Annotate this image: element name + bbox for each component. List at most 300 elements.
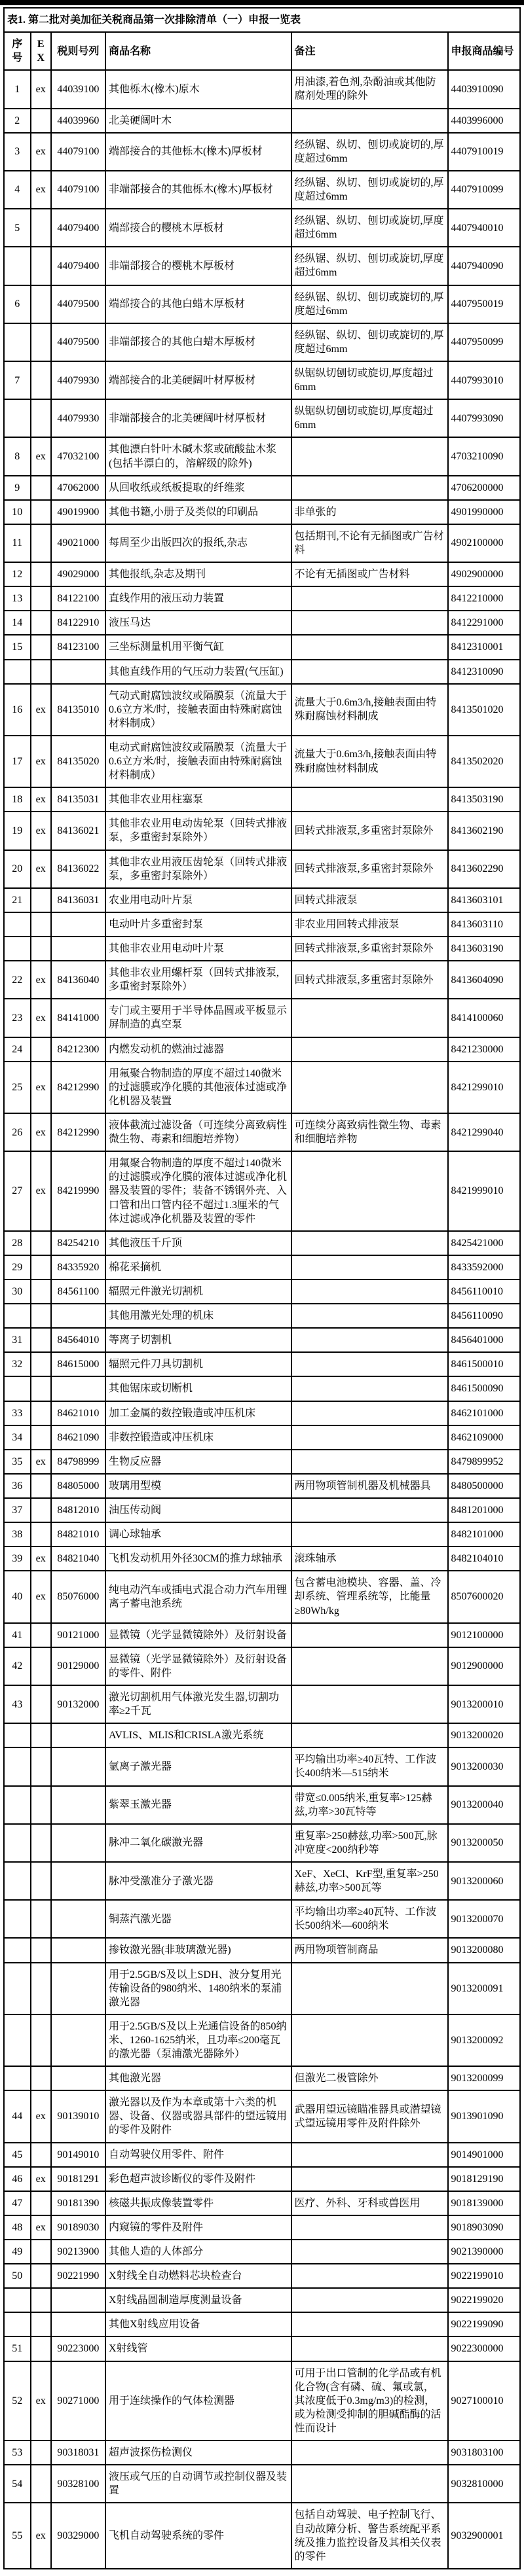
cell-note bbox=[291, 2014, 448, 2066]
cell-no: 42 bbox=[4, 1647, 31, 1685]
cell-tariff: 84136022 bbox=[51, 850, 105, 888]
cell-tariff: 44079500 bbox=[51, 323, 105, 361]
cell-ex: ex bbox=[31, 437, 51, 475]
cell-code: 4407910099 bbox=[448, 171, 520, 209]
cell-code: 8462109000 bbox=[448, 1425, 520, 1450]
cell-no bbox=[4, 1786, 31, 1824]
cell-code: 8456401000 bbox=[448, 1328, 520, 1352]
page-title: 表1. 第二批对美加征关税商品第一次排除清单（一）申报一览表 bbox=[4, 8, 520, 32]
cell-no: 14 bbox=[4, 611, 31, 635]
cell-ex: ex bbox=[31, 1547, 51, 1571]
cell-no: 25 bbox=[4, 1062, 31, 1113]
cell-tariff: 49019900 bbox=[51, 500, 105, 524]
cell-code: 9021390000 bbox=[448, 2240, 520, 2264]
cell-tariff: 84805000 bbox=[51, 1474, 105, 1498]
cell-code: 8482104010 bbox=[448, 1547, 520, 1571]
cell-code: 8456110010 bbox=[448, 1279, 520, 1304]
cell-ex: ex bbox=[31, 2361, 51, 2441]
cell-tariff: 90329000 bbox=[51, 2503, 105, 2568]
table-row bbox=[4, 1279, 520, 1304]
cell-note: 经纵锯、纵切、刨切或旋切,厚度超过6mm bbox=[291, 247, 448, 285]
cell-name: 其他非农业用液压齿轮泵（回转式排液泵，多重密封泵除外） bbox=[105, 850, 291, 888]
cell-name: 液压马达 bbox=[105, 611, 291, 635]
cell-tariff: 44079400 bbox=[51, 247, 105, 285]
table-row bbox=[4, 361, 520, 399]
cell-ex bbox=[31, 586, 51, 611]
cell-no: 35 bbox=[4, 1450, 31, 1474]
table-row bbox=[4, 399, 520, 437]
cell-tariff: 90318031 bbox=[51, 2441, 105, 2465]
table-row bbox=[4, 1747, 520, 1785]
cell-ex bbox=[31, 2014, 51, 2066]
cell-no: 21 bbox=[4, 888, 31, 912]
cell-tariff: 90149010 bbox=[51, 2143, 105, 2167]
cell-name: 非端部接合的樱桃木厚板材 bbox=[105, 247, 291, 285]
table-row bbox=[4, 1376, 520, 1401]
table-row bbox=[4, 1723, 520, 1747]
cell-tariff bbox=[51, 2312, 105, 2336]
cell-no: 12 bbox=[4, 562, 31, 586]
cell-no bbox=[4, 2014, 31, 2066]
cell-name: 调心球轴承 bbox=[105, 1522, 291, 1547]
cell-code: 4901990000 bbox=[448, 500, 520, 524]
cell-name: 脉冲二氧化碳激光器 bbox=[105, 1824, 291, 1862]
cell-note: 经纵锯、纵切、刨切或旋切的,厚度超过6mm bbox=[291, 133, 448, 171]
cell-code: 4407993090 bbox=[448, 399, 520, 437]
cell-name: 专门或主要用于半导体晶圆或平板显示屏制造的真空泵 bbox=[105, 999, 291, 1037]
cell-ex: ex bbox=[31, 2503, 51, 2568]
table-body bbox=[4, 70, 520, 2569]
table-row bbox=[4, 611, 520, 635]
cell-ex bbox=[31, 2143, 51, 2167]
cell-ex bbox=[31, 361, 51, 399]
column-header-name: 商品名称 bbox=[105, 32, 291, 70]
cell-code: 4403910090 bbox=[448, 70, 520, 108]
table-row bbox=[4, 1647, 520, 1685]
cell-code: 9022199010 bbox=[448, 2264, 520, 2288]
cell-no bbox=[4, 2312, 31, 2336]
cell-ex bbox=[31, 1255, 51, 1279]
table-row bbox=[4, 1522, 520, 1547]
cell-tariff: 84821040 bbox=[51, 1547, 105, 1571]
cell-note bbox=[291, 2240, 448, 2264]
cell-name: 液压或气压的自动调节或控制仪器及装置 bbox=[105, 2465, 291, 2503]
cell-ex: ex bbox=[31, 812, 51, 850]
cell-tariff bbox=[51, 2288, 105, 2312]
cell-name: 激光切割机用气体激光发生器,切割功率≥2千瓦 bbox=[105, 1685, 291, 1723]
cell-tariff: 49021000 bbox=[51, 524, 105, 562]
cell-no: 3 bbox=[4, 133, 31, 171]
cell-tariff: 84615000 bbox=[51, 1352, 105, 1376]
cell-code: 4407950019 bbox=[448, 285, 520, 323]
cell-code: 8413603190 bbox=[448, 937, 520, 961]
table-row bbox=[4, 2167, 520, 2191]
cell-no: 4 bbox=[4, 171, 31, 209]
cell-note: 但激光二极管除外 bbox=[291, 2066, 448, 2090]
cell-name: 其他直线作用的气压动力装置(气压缸) bbox=[105, 660, 291, 684]
top-border-strip bbox=[0, 0, 524, 5]
table-row bbox=[4, 850, 520, 888]
cell-no: 33 bbox=[4, 1401, 31, 1425]
cell-ex bbox=[31, 1328, 51, 1352]
cell-tariff: 84136021 bbox=[51, 812, 105, 850]
cell-name: 紫翠玉激光器 bbox=[105, 1786, 291, 1824]
cell-name: X射线管 bbox=[105, 2336, 291, 2361]
cell-ex bbox=[31, 1498, 51, 1522]
cell-no: 6 bbox=[4, 285, 31, 323]
cell-name: 脉冲受激准分子激光器 bbox=[105, 1862, 291, 1900]
cell-note: 经纵锯、纵切、刨切或旋切的,厚度超过6mm bbox=[291, 323, 448, 361]
cell-code: 8413604090 bbox=[448, 961, 520, 999]
cell-ex bbox=[31, 1352, 51, 1376]
cell-ex bbox=[31, 1747, 51, 1785]
cell-code: 8421299040 bbox=[448, 1113, 520, 1151]
cell-name: 加工金属的数控锻造或冲压机床 bbox=[105, 1401, 291, 1425]
table-row bbox=[4, 999, 520, 1037]
table-row bbox=[4, 635, 520, 659]
cell-note: XeF、XeCl、KrF型,重复率>250赫兹,功率>500瓦等 bbox=[291, 1862, 448, 1900]
cell-ex: ex bbox=[31, 1151, 51, 1231]
cell-note bbox=[291, 1623, 448, 1647]
cell-note: 用油漆,着色剂,杂酚油或其他防腐剂处理的除外 bbox=[291, 70, 448, 108]
cell-no: 22 bbox=[4, 961, 31, 999]
table-row bbox=[4, 524, 520, 562]
cell-code: 8461500090 bbox=[448, 1376, 520, 1401]
cell-code: 9031803100 bbox=[448, 2441, 520, 2465]
cell-tariff: 84564010 bbox=[51, 1328, 105, 1352]
table-row bbox=[4, 2503, 520, 2568]
cell-code: 9013200080 bbox=[448, 1938, 520, 1962]
cell-name: 其他非农业用电动叶片泵 bbox=[105, 937, 291, 961]
cell-tariff bbox=[51, 1376, 105, 1401]
cell-ex bbox=[31, 1401, 51, 1425]
cell-name: 农业用电动叶片泵 bbox=[105, 888, 291, 912]
cell-name: 非数控锻造或冲压机床 bbox=[105, 1425, 291, 1450]
cell-note bbox=[291, 1037, 448, 1062]
cell-no bbox=[4, 1938, 31, 1962]
table-row bbox=[4, 562, 520, 586]
cell-code: 8413503190 bbox=[448, 787, 520, 812]
cell-note bbox=[291, 999, 448, 1037]
cell-no: 26 bbox=[4, 1113, 31, 1151]
cell-ex bbox=[31, 1900, 51, 1938]
cell-ex bbox=[31, 1723, 51, 1747]
cell-name: 激光器以及作为本章或第十六类的机器、设备、仪器或器具部件的望远镜用的零件及附件 bbox=[105, 2090, 291, 2142]
table-row bbox=[4, 1938, 520, 1962]
cell-name: 直线作用的液压动力装置 bbox=[105, 586, 291, 611]
cell-no: 15 bbox=[4, 635, 31, 659]
cell-ex bbox=[31, 524, 51, 562]
cell-note: 滚珠轴承 bbox=[291, 1547, 448, 1571]
cell-no: 11 bbox=[4, 524, 31, 562]
cell-code: 9013200040 bbox=[448, 1786, 520, 1824]
cell-note: 两用物项管制商品 bbox=[291, 1938, 448, 1962]
cell-ex bbox=[31, 635, 51, 659]
cell-code: 4706200000 bbox=[448, 476, 520, 500]
cell-tariff: 90139010 bbox=[51, 2090, 105, 2142]
cell-name: 气动式耐腐蚀波纹或隔膜泵（流量大于0.6立方米/时，接触表面由特殊耐腐蚀材料制成） bbox=[105, 684, 291, 736]
cell-name: 端部接合的其他栎木(橡木)厚板材 bbox=[105, 133, 291, 171]
table-row bbox=[4, 171, 520, 209]
cell-tariff: 44039100 bbox=[51, 70, 105, 108]
cell-note bbox=[291, 1401, 448, 1425]
cell-name: 其他书籍,小册子及类似的印刷品 bbox=[105, 500, 291, 524]
table-row bbox=[4, 2441, 520, 2465]
cell-ex bbox=[31, 209, 51, 247]
cell-ex: ex bbox=[31, 2090, 51, 2142]
cell-note: 重复率>250赫兹,功率>500瓦,脉冲宽度<200纳秒等 bbox=[291, 1824, 448, 1862]
cell-tariff: 84561100 bbox=[51, 1279, 105, 1304]
cell-note bbox=[291, 660, 448, 684]
cell-tariff: 84335920 bbox=[51, 1255, 105, 1279]
cell-name: 端部接合的樱桃木厚板材 bbox=[105, 209, 291, 247]
cell-ex bbox=[31, 2191, 51, 2215]
column-header-tariff: 税则号列 bbox=[51, 32, 105, 70]
cell-name: 从回收纸或纸板提取的纤维浆 bbox=[105, 476, 291, 500]
cell-ex bbox=[31, 888, 51, 912]
cell-name: X射线全自动燃料芯块检查台 bbox=[105, 2264, 291, 2288]
cell-ex bbox=[31, 2240, 51, 2264]
title-row bbox=[4, 8, 520, 32]
cell-code: 9027100010 bbox=[448, 2361, 520, 2441]
cell-ex bbox=[31, 2312, 51, 2336]
cell-code: 9032810000 bbox=[448, 2465, 520, 2503]
cell-code: 8413602190 bbox=[448, 812, 520, 850]
cell-note bbox=[291, 1723, 448, 1747]
cell-code: 8413602290 bbox=[448, 850, 520, 888]
cell-no: 16 bbox=[4, 684, 31, 736]
cell-code: 8425421000 bbox=[448, 1231, 520, 1255]
cell-name: 其他人造的人体部分 bbox=[105, 2240, 291, 2264]
cell-no: 20 bbox=[4, 850, 31, 888]
cell-note bbox=[291, 611, 448, 635]
cell-code: 9018903090 bbox=[448, 2215, 520, 2240]
cell-tariff: 90132000 bbox=[51, 1685, 105, 1723]
cell-name: 等离子切割机 bbox=[105, 1328, 291, 1352]
table-row bbox=[4, 2361, 520, 2441]
cell-no: 39 bbox=[4, 1547, 31, 1571]
cell-name: 其他激光器 bbox=[105, 2066, 291, 2090]
cell-no bbox=[4, 2066, 31, 2090]
cell-no: 8 bbox=[4, 437, 31, 475]
table-row bbox=[4, 1685, 520, 1723]
cell-tariff: 90328100 bbox=[51, 2465, 105, 2503]
table-row bbox=[4, 209, 520, 247]
cell-name: 内窥镜的零件及附件 bbox=[105, 2215, 291, 2240]
cell-code: 8413603110 bbox=[448, 912, 520, 937]
cell-code: 8481201000 bbox=[448, 1498, 520, 1522]
cell-ex bbox=[31, 660, 51, 684]
cell-code: 8461500010 bbox=[448, 1352, 520, 1376]
table-row bbox=[4, 2014, 520, 2066]
cell-note bbox=[291, 1498, 448, 1522]
cell-name: 自动驾驶仪用零件、附件 bbox=[105, 2143, 291, 2167]
cell-no: 19 bbox=[4, 812, 31, 850]
cell-name: 三坐标测量机用平衡气缸 bbox=[105, 635, 291, 659]
cell-code: 8421299010 bbox=[448, 1062, 520, 1113]
cell-ex bbox=[31, 1279, 51, 1304]
cell-note: 非单张的 bbox=[291, 500, 448, 524]
cell-code: 4703210090 bbox=[448, 437, 520, 475]
cell-name: 其他非农业用螺杆泵（回转式排液泵,多重密封泵除外） bbox=[105, 961, 291, 999]
cell-no: 40 bbox=[4, 1571, 31, 1622]
cell-name: 其他报纸,杂志及期刊 bbox=[105, 562, 291, 586]
cell-no bbox=[4, 937, 31, 961]
cell-note bbox=[291, 1450, 448, 1474]
cell-tariff bbox=[51, 1963, 105, 2014]
cell-tariff bbox=[51, 1938, 105, 1962]
cell-note: 经纵锯、纵切、刨切或旋切的,厚度超过6mm bbox=[291, 285, 448, 323]
cell-note: 非农业用回转式排液泵 bbox=[291, 912, 448, 937]
cell-tariff: 85076000 bbox=[51, 1571, 105, 1622]
cell-no: 30 bbox=[4, 1279, 31, 1304]
cell-note bbox=[291, 2441, 448, 2465]
cell-note bbox=[291, 1376, 448, 1401]
cell-tariff: 90129000 bbox=[51, 1647, 105, 1685]
cell-note: 回转式排液泵,多重密封泵除外 bbox=[291, 937, 448, 961]
cell-tariff: 90189030 bbox=[51, 2215, 105, 2240]
table-row bbox=[4, 1352, 520, 1376]
cell-note bbox=[291, 2264, 448, 2288]
cell-ex: ex bbox=[31, 999, 51, 1037]
cell-ex: ex bbox=[31, 684, 51, 736]
table-row bbox=[4, 247, 520, 285]
cell-no: 41 bbox=[4, 1623, 31, 1647]
cell-ex bbox=[31, 1647, 51, 1685]
cell-name: 氩离子激光器 bbox=[105, 1747, 291, 1785]
table-row bbox=[4, 888, 520, 912]
cell-note bbox=[291, 476, 448, 500]
cell-ex bbox=[31, 2336, 51, 2361]
cell-no: 48 bbox=[4, 2215, 31, 2240]
table-row bbox=[4, 1824, 520, 1862]
table-row bbox=[4, 1062, 520, 1113]
cell-name: 液体截流过滤设备（可连续分离致病性微生物、毒素和细胞培养物） bbox=[105, 1113, 291, 1151]
cell-code: 9022300000 bbox=[448, 2336, 520, 2361]
cell-note: 医疗、外科、牙科或兽医用 bbox=[291, 2191, 448, 2215]
cell-no: 45 bbox=[4, 2143, 31, 2167]
cell-code: 8421999010 bbox=[448, 1151, 520, 1231]
cell-ex bbox=[31, 1862, 51, 1900]
cell-no bbox=[4, 1304, 31, 1328]
cell-tariff bbox=[51, 1723, 105, 1747]
cell-tariff: 84135020 bbox=[51, 736, 105, 787]
table-header-row bbox=[4, 32, 520, 70]
cell-no: 10 bbox=[4, 500, 31, 524]
cell-name: 飞机自动驾驶系统的零件 bbox=[105, 2503, 291, 2568]
cell-name: 用于2.5GB/S及以上光通信设备的850纳米、1260-1625纳米，且功率≤200毫瓦的激光器（泵浦激光器除外） bbox=[105, 2014, 291, 2066]
cell-note bbox=[291, 2336, 448, 2361]
table-row bbox=[4, 2143, 520, 2167]
cell-name: 其他液压千斤顶 bbox=[105, 1231, 291, 1255]
cell-code: 9013901090 bbox=[448, 2090, 520, 2142]
cell-tariff bbox=[51, 1786, 105, 1824]
cell-ex bbox=[31, 1474, 51, 1498]
cell-no: 7 bbox=[4, 361, 31, 399]
cell-note: 纵锯纵切刨切或旋切,厚度超过6mm bbox=[291, 361, 448, 399]
cell-note bbox=[291, 1425, 448, 1450]
cell-ex: ex bbox=[31, 961, 51, 999]
cell-no: 2 bbox=[4, 109, 31, 133]
document-sheet bbox=[0, 5, 524, 2576]
cell-tariff: 84812010 bbox=[51, 1498, 105, 1522]
cell-no bbox=[4, 1747, 31, 1785]
cell-no bbox=[4, 912, 31, 937]
cell-tariff bbox=[51, 660, 105, 684]
cell-no: 17 bbox=[4, 736, 31, 787]
cell-no: 13 bbox=[4, 586, 31, 611]
cell-tariff: 84122100 bbox=[51, 586, 105, 611]
table-row bbox=[4, 961, 520, 999]
cell-code: 9013200050 bbox=[448, 1824, 520, 1862]
cell-tariff bbox=[51, 2066, 105, 2090]
cell-ex bbox=[31, 476, 51, 500]
cell-code: 8412291000 bbox=[448, 611, 520, 635]
cell-code: 8413502020 bbox=[448, 736, 520, 787]
cell-name: 非端部接合的北美硬阔叶材厚板材 bbox=[105, 399, 291, 437]
cell-name: 玻璃用型模 bbox=[105, 1474, 291, 1498]
cell-note bbox=[291, 1151, 448, 1231]
table-row bbox=[4, 1862, 520, 1900]
cell-ex bbox=[31, 2066, 51, 2090]
table-row bbox=[4, 1571, 520, 1622]
cell-no bbox=[4, 1824, 31, 1862]
cell-code: 9013200030 bbox=[448, 1747, 520, 1785]
table-row bbox=[4, 660, 520, 684]
cell-tariff bbox=[51, 937, 105, 961]
cell-code: 8507600020 bbox=[448, 1571, 520, 1622]
cell-note bbox=[291, 1328, 448, 1352]
cell-code: 9012100000 bbox=[448, 1623, 520, 1647]
table-row bbox=[4, 1231, 520, 1255]
cell-name: 非端部接合的其他栎木(橡木)厚板材 bbox=[105, 171, 291, 209]
cell-no bbox=[4, 247, 31, 285]
cell-name: 电动叶片多重密封泵 bbox=[105, 912, 291, 937]
cell-code: 4407940010 bbox=[448, 209, 520, 247]
cell-note bbox=[291, 586, 448, 611]
cell-no: 55 bbox=[4, 2503, 31, 2568]
cell-no: 43 bbox=[4, 1685, 31, 1723]
table-row bbox=[4, 70, 520, 108]
cell-note: 两用物项管制机器及机械器具 bbox=[291, 1474, 448, 1498]
cell-name: AVLIS、MLIS和CRISLA激光系统 bbox=[105, 1723, 291, 1747]
table-row bbox=[4, 1498, 520, 1522]
cell-tariff: 84798999 bbox=[51, 1450, 105, 1474]
table-row bbox=[4, 109, 520, 133]
cell-name: 其他漂白针叶木碱木浆或硫酸盐木浆(包括半漂白的，溶解级的除外) bbox=[105, 437, 291, 475]
cell-note: 纵锯纵切刨切或旋切,厚度超过6mm bbox=[291, 399, 448, 437]
cell-tariff: 44079400 bbox=[51, 209, 105, 247]
cell-note bbox=[291, 635, 448, 659]
cell-code: 9012900000 bbox=[448, 1647, 520, 1685]
table-row bbox=[4, 2336, 520, 2361]
table-row bbox=[4, 1900, 520, 1938]
cell-code: 9022199090 bbox=[448, 2312, 520, 2336]
cell-note bbox=[291, 1304, 448, 1328]
cell-ex bbox=[31, 399, 51, 437]
table-row bbox=[4, 2264, 520, 2288]
cell-name: 核磁共振成像装置零件 bbox=[105, 2191, 291, 2215]
cell-tariff bbox=[51, 2014, 105, 2066]
cell-name: 用氟聚合物制造的厚度不超过140微米的过滤膜或净化膜的其他液体过滤或净化机器及装置 bbox=[105, 1062, 291, 1113]
cell-tariff: 84122910 bbox=[51, 611, 105, 635]
cell-name: 辐照元件刀具切割机 bbox=[105, 1352, 291, 1376]
cell-note: 可用于出口管制的化学品或有机化合物(含有磷、硫、氟或氯，其浓度低于0.3mg/m3)的检测，或为检测受抑制的胆碱酯酶的活性而设计 bbox=[291, 2361, 448, 2441]
exclusion-list-table bbox=[3, 7, 521, 2569]
cell-ex bbox=[31, 562, 51, 586]
cell-name: 用于连续操作的气体检测器 bbox=[105, 2361, 291, 2441]
table-row bbox=[4, 1037, 520, 1062]
